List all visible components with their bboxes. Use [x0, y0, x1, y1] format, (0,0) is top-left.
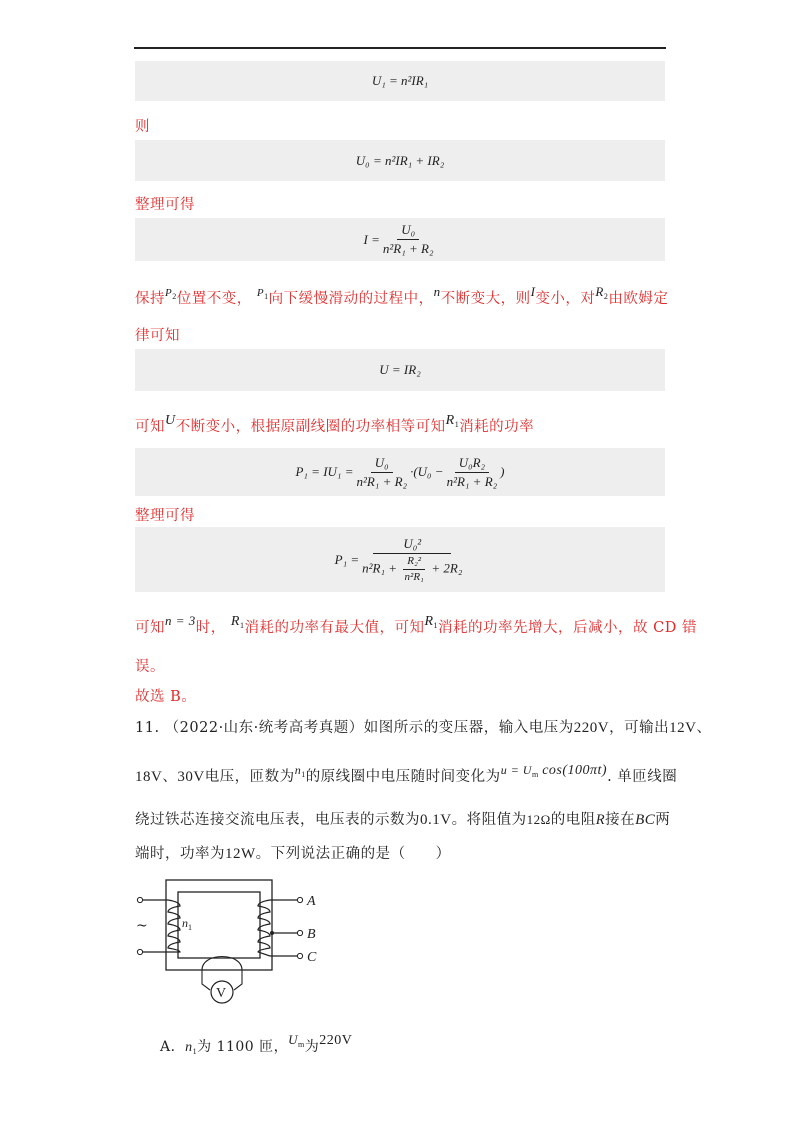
value-12v: 12V — [669, 720, 697, 736]
text-kezhi2-c: 消耗的功率有最大值，可知 — [244, 620, 425, 636]
secondary-coil — [258, 900, 298, 956]
symbol-bc: BC — [635, 812, 656, 828]
symbol-r1 — [446, 413, 460, 428]
formula-3-denominator: n²R₁ + R₂ — [382, 241, 434, 256]
formula-6-inner-fraction — [403, 555, 425, 584]
label-c: C — [307, 950, 317, 965]
text-l2b: 的原线圈中电压随时间变化为 — [305, 769, 501, 785]
symbol-r2-letter: R — [595, 284, 604, 299]
formula-5-lhs: P₁ = IU₁ = — [295, 464, 354, 479]
text-baochi-f: 由欧姆定 — [608, 291, 669, 307]
value-18v: 18V — [135, 769, 163, 785]
equation-u-rhs: cos(100πt) — [542, 763, 608, 778]
symbol-p1 — [257, 287, 269, 299]
formula-6-den-b: + 2R₂ — [431, 559, 463, 575]
text-zhengli-1: 整理可得 — [135, 197, 195, 213]
label-n1-letter: n — [182, 916, 188, 930]
equation-u-sub: m — [531, 770, 539, 779]
text-kezhi2-d: 消耗的功率先增大，后减小，故 CD 错 — [438, 620, 697, 636]
text-baochi-b: 位置不变， — [176, 291, 252, 307]
text-l4b: 。下列说法正确的是（ ） — [255, 846, 451, 862]
question-11-line-3 — [135, 808, 670, 829]
text-baochi-d: 不断变大，则 — [440, 291, 531, 307]
formula-5-denominator-2: n²R₁ + R₂ — [446, 473, 498, 489]
option-a-um-letter: U — [288, 1032, 299, 1047]
label-n1 — [182, 916, 192, 932]
text-kezhi1-c: 消耗的功率 — [459, 419, 535, 435]
symbol-i: I — [530, 284, 536, 299]
formula-box-6 — [135, 527, 665, 592]
label-n1-sub: 1 — [188, 923, 192, 932]
symbol-p1-letter: P — [256, 287, 265, 299]
formula-box-1 — [135, 61, 665, 101]
text-wu: 误。 — [135, 659, 165, 675]
formula-box-3 — [135, 218, 665, 261]
text-l3a: 绕过铁芯连接交流电压表，电压表的示数为 — [135, 812, 420, 828]
formula-1: U₁ = n²IR₁ — [371, 73, 429, 88]
label-a: A — [307, 894, 316, 909]
terminal-input-bottom — [137, 949, 142, 954]
formula-3-fraction — [383, 222, 434, 257]
text-l2a: 电压，匝数为 — [204, 769, 295, 785]
symbol-n-eq-3: n = 3 — [165, 613, 196, 628]
symbol-r1-b — [231, 614, 245, 629]
formula-5-fraction-2 — [447, 455, 498, 490]
symbol-r: R — [595, 812, 606, 828]
symbol-r1-sub: 1 — [454, 420, 460, 429]
text-baochi-a: 保持 — [135, 291, 165, 307]
text-l3d: 接在 — [605, 812, 636, 828]
text-l3b: 。将阻值为 — [451, 812, 527, 828]
formula-2: U₀ = n²IR₁ + IR₂ — [355, 152, 445, 168]
formula-5 — [135, 448, 665, 496]
symbol-n: n — [433, 284, 441, 299]
formula-box-4 — [135, 349, 665, 391]
voltmeter-lead-left — [202, 970, 210, 990]
value-0-1v: 0.1V — [420, 812, 452, 828]
formula-6-inner-denominator: n²R₁ — [404, 570, 424, 583]
text-baochi-c: 向下缓慢滑动的过程中， — [268, 291, 434, 307]
symbol-r1-b-letter: R — [230, 614, 240, 629]
text-lv: 律可知 — [135, 328, 180, 344]
transformer-diagram — [130, 870, 330, 1010]
tap-dot — [270, 931, 274, 935]
text-sep-2: 、 — [162, 769, 178, 785]
option-a-value: 220V — [319, 1033, 353, 1048]
text-sep-1: 、 — [696, 720, 712, 736]
text-zhengli-2: 整理可得 — [135, 508, 195, 524]
paragraph-kezhi-2 — [135, 613, 697, 637]
formula-box-2 — [135, 140, 665, 181]
formula-6-lhs: P₁ = — [334, 551, 360, 567]
formula-5-fraction-1 — [356, 455, 407, 490]
question-source: （2022·山东·统考高考真题）如图所示的变压器，输入电压为 — [164, 720, 574, 736]
symbol-p1-sub: 1 — [264, 292, 269, 301]
formula-box-5 — [135, 448, 665, 496]
formula-6-numerator: U₀² — [373, 536, 451, 554]
formula-5-end: ) — [500, 464, 505, 479]
formula-6-fraction — [362, 536, 462, 584]
option-a-text-c: 为 — [304, 1039, 320, 1055]
voltmeter-lead-right — [234, 970, 242, 990]
formula-5-denominator-1: n²R₁ + R₂ — [356, 473, 408, 489]
symbol-r2 — [595, 284, 608, 299]
symbol-r1-b-sub: 1 — [239, 621, 245, 630]
formula-3-lhs: I = — [363, 231, 380, 247]
question-number: 11. — [135, 720, 160, 736]
symbol-p2-sub: 2 — [172, 292, 177, 301]
text-baochi-e: 变小，对 — [535, 291, 596, 307]
option-a-um — [288, 1032, 305, 1047]
formula-6-den-a: n²R₁ + — [362, 559, 398, 575]
paragraph-baochi — [135, 284, 668, 308]
option-a-text-b: 为 1100 匝， — [197, 1039, 289, 1055]
terminal-b — [297, 930, 302, 935]
equation-u — [501, 763, 607, 777]
terminal-a — [297, 897, 302, 902]
text-kezhi2-b: 时， — [195, 620, 226, 636]
option-a[interactable] — [160, 1032, 352, 1056]
formula-5-numerator-2: U₀R₂ — [455, 455, 489, 473]
text-output: ，可输出 — [609, 720, 670, 736]
symbol-r1-letter: R — [445, 413, 455, 428]
voltmeter-label: V — [216, 986, 227, 1001]
option-a-n1-sub: 1 — [192, 1047, 198, 1056]
label-b: B — [307, 927, 316, 942]
formula-3 — [135, 218, 665, 261]
formula-5-numerator-1: U₀ — [371, 455, 393, 473]
text-kezhi1-a: 可知 — [135, 419, 165, 435]
formula-6 — [135, 527, 665, 592]
formula-4: U = IR₂ — [379, 362, 421, 377]
symbol-r2-sub: 2 — [603, 292, 609, 301]
text-l3c: 的电阻 — [550, 812, 596, 828]
option-a-marker: A． — [160, 1039, 186, 1055]
symbol-n1 — [295, 763, 306, 777]
formula-5-mid: ·(U₀ − — [410, 464, 444, 479]
question-11-line-4 — [135, 842, 451, 863]
text-ze: 则 — [135, 119, 150, 135]
symbol-n1-sub: 1 — [301, 770, 306, 779]
option-a-n1 — [185, 1040, 197, 1055]
equation-u-lhs: u = U — [500, 763, 532, 777]
symbol-p2-letter: P — [165, 287, 173, 299]
symbol-r1-c — [424, 614, 438, 629]
formula-6-inner-numerator: R₂² — [403, 555, 425, 570]
value-12-ohm: 12Ω — [526, 812, 551, 827]
question-11-line-1 — [135, 716, 711, 737]
paragraph-kezhi-1 — [135, 413, 534, 436]
ac-symbol: ~ — [136, 918, 148, 934]
symbol-p2 — [165, 287, 177, 299]
value-30v: 30V — [177, 769, 205, 785]
text-l2c: . 单匝线圈 — [607, 769, 678, 785]
text-l4a: 端时，功率为 — [135, 846, 225, 862]
text-guxuan: 故选 B。 — [135, 689, 197, 705]
header-rule — [134, 47, 666, 49]
option-a-um-sub: m — [298, 1040, 305, 1049]
symbol-u: U — [165, 413, 176, 428]
terminal-c — [297, 953, 302, 958]
formula-6-denominator — [362, 554, 462, 584]
symbol-n1-letter: n — [294, 763, 302, 777]
terminal-input-top — [137, 897, 142, 902]
question-11-line-2 — [135, 763, 677, 786]
text-l3e: 两 — [655, 812, 671, 828]
value-12w: 12W — [225, 846, 256, 862]
option-a-n1-letter: n — [185, 1040, 193, 1055]
text-kezhi2-a: 可知 — [135, 620, 165, 636]
value-220v: 220V — [573, 720, 610, 736]
symbol-r1-c-sub: 1 — [433, 621, 439, 630]
text-kezhi1-b: 不断变小，根据原副线圈的功率相等可知 — [175, 419, 446, 435]
formula-3-numerator: U₀ — [397, 222, 419, 240]
symbol-r1-c-letter: R — [424, 614, 434, 629]
